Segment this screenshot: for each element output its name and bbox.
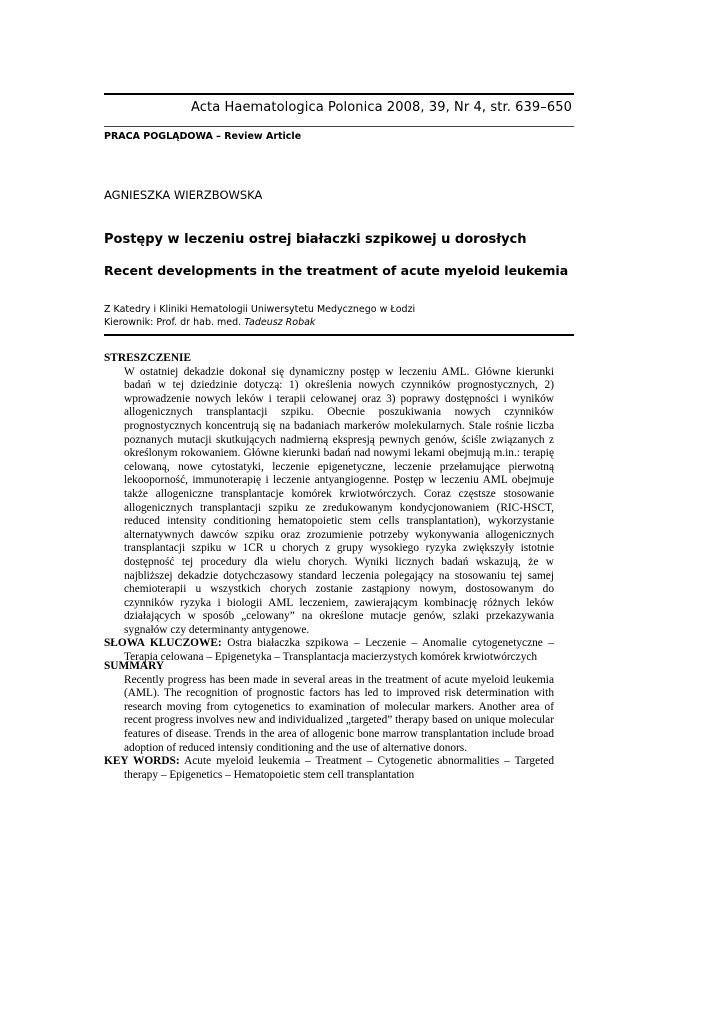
article-type: PRACA POGLĄDOWA – Review Article — [104, 131, 302, 142]
keywords-polish-text: Ostra białaczka szpikowa – Leczenie – Anomalie cytogenetyczne – Terapia celowana – Epigenetyka – Transplantacja macierzystych komórek krwiotwórczych — [124, 637, 554, 664]
keywords-polish-label: SŁOWA KLUCZOWE: — [104, 637, 222, 650]
title-english: Recent developments in the treatment of acute myeloid leukemia — [104, 263, 569, 278]
journal-citation: Acta Haematologica Polonica 2008, 39, Nr 4, str. 639–650 — [191, 100, 572, 115]
keywords-english-label: KEY WORDS: — [104, 755, 180, 768]
abstract-polish — [104, 352, 554, 665]
abstract-english-text: Recently progress has been made in several areas in the treatment of acute myeloid leukemia (AML). The recognition of prognostic factors has led to improved risk determination with research moving from cytogenetics to examination of molecular markers. Another area of recent progress involves new and individualized „targeted” therapy based on unique molecular features of disease. Trends in the area of allogenic bone marrow transplantation include broad adoption of reduced intensiy conditioning and the use of alternative donors. — [124, 673, 554, 754]
affiliation-head-prefix: Kierownik: Prof. dr hab. med. — [104, 316, 245, 328]
title-polish: Postępy w leczeniu ostrej białaczki szpikowej u dorosłych — [104, 232, 527, 247]
keywords-english — [104, 755, 554, 782]
author-name: AGNIESZKA WIERZBOWSKA — [104, 188, 263, 202]
affiliation-rule — [104, 334, 574, 336]
affiliation-department: Z Katedry i Kliniki Hematologii Uniwersytetu Medycznego w Łodzi — [104, 304, 416, 315]
abstract-polish-text: W ostatniej dekadzie dokonał się dynamiczny postęp w leczeniu AML. Główne kierunki badań w tej dziedzinie dotyczą: 1) określenia nowych czynników prognostycznych, 2) wprowadzenie nowych leków i terapii celowanej oraz 3) poprawy dostępności i wyników allogenicznych transplantacji szpiku. Obecnie poszukiwania nowych czynników prognostycznych koncentrują się na badaniach markerów molekularnych. Stale rośnie liczba poznanych mutacji skutkujących nadmierną ekspresją pewnych genów, ściśle związanych z określonym rokowaniem. Główne kierunki badań nad nowymi lekami obejmują m.in.: terapię celowaną, nowe cytostatyki, leczenie epigenetyczne, leczenie przełamujące pierwotną lekooporność, immunoterapię i leczenie antyangiogenne. Postęp w leczeniu AML obejmuje także allogeniczne transplantacje komórek krwiotwórczych. Coraz częstsze stosowanie allogenicznych transplantacji szpiku ze zredukowanym kondycjonowaniem (RIC-HSCT, reduced intensity conditioning hematopoietic stem cells transplantation), wykorzystanie alternatywnych dawców szpiku oraz zrozumienie potrzeby wykonywania allogenicznych transplantacji szpiku w 1CR u chorych z grupy wysokiego ryzyka zwiększyły istotnie dostępność tej procedury dla wielu chorych. Wyniki licznych badań wskazują, że w najbliższej dekadzie dotychczasowy standard leczenia polegający na stosowaniu tej samej chemioterapii u wszystkich chorych zostanie zastąpiony nowym, dostosowanym do czynników ryzyka i biologii AML leczeniem, zawierającym kombinację różnych leków działających w sposób „celowany” na określone mutacje genów, szlaki przekazywania sygnałów czy determinanty antygenowe. — [124, 365, 554, 636]
abstract-english-heading: SUMMARY — [104, 660, 165, 672]
abstract-polish-heading: STRESZCZENIE — [104, 352, 192, 364]
keywords-english-text: Acute myeloid leukemia – Treatment – Cytogenetic abnormalities – Targeted therapy – Epigenetics – Hematopoietic stem cell transplantation — [124, 755, 554, 781]
abstract-english — [104, 660, 554, 782]
affiliation — [104, 304, 415, 329]
affiliation-head — [104, 317, 415, 330]
top-rule — [104, 93, 574, 95]
affiliation-head-name: Tadeusz Robak — [244, 316, 316, 328]
header-rule — [104, 126, 574, 127]
